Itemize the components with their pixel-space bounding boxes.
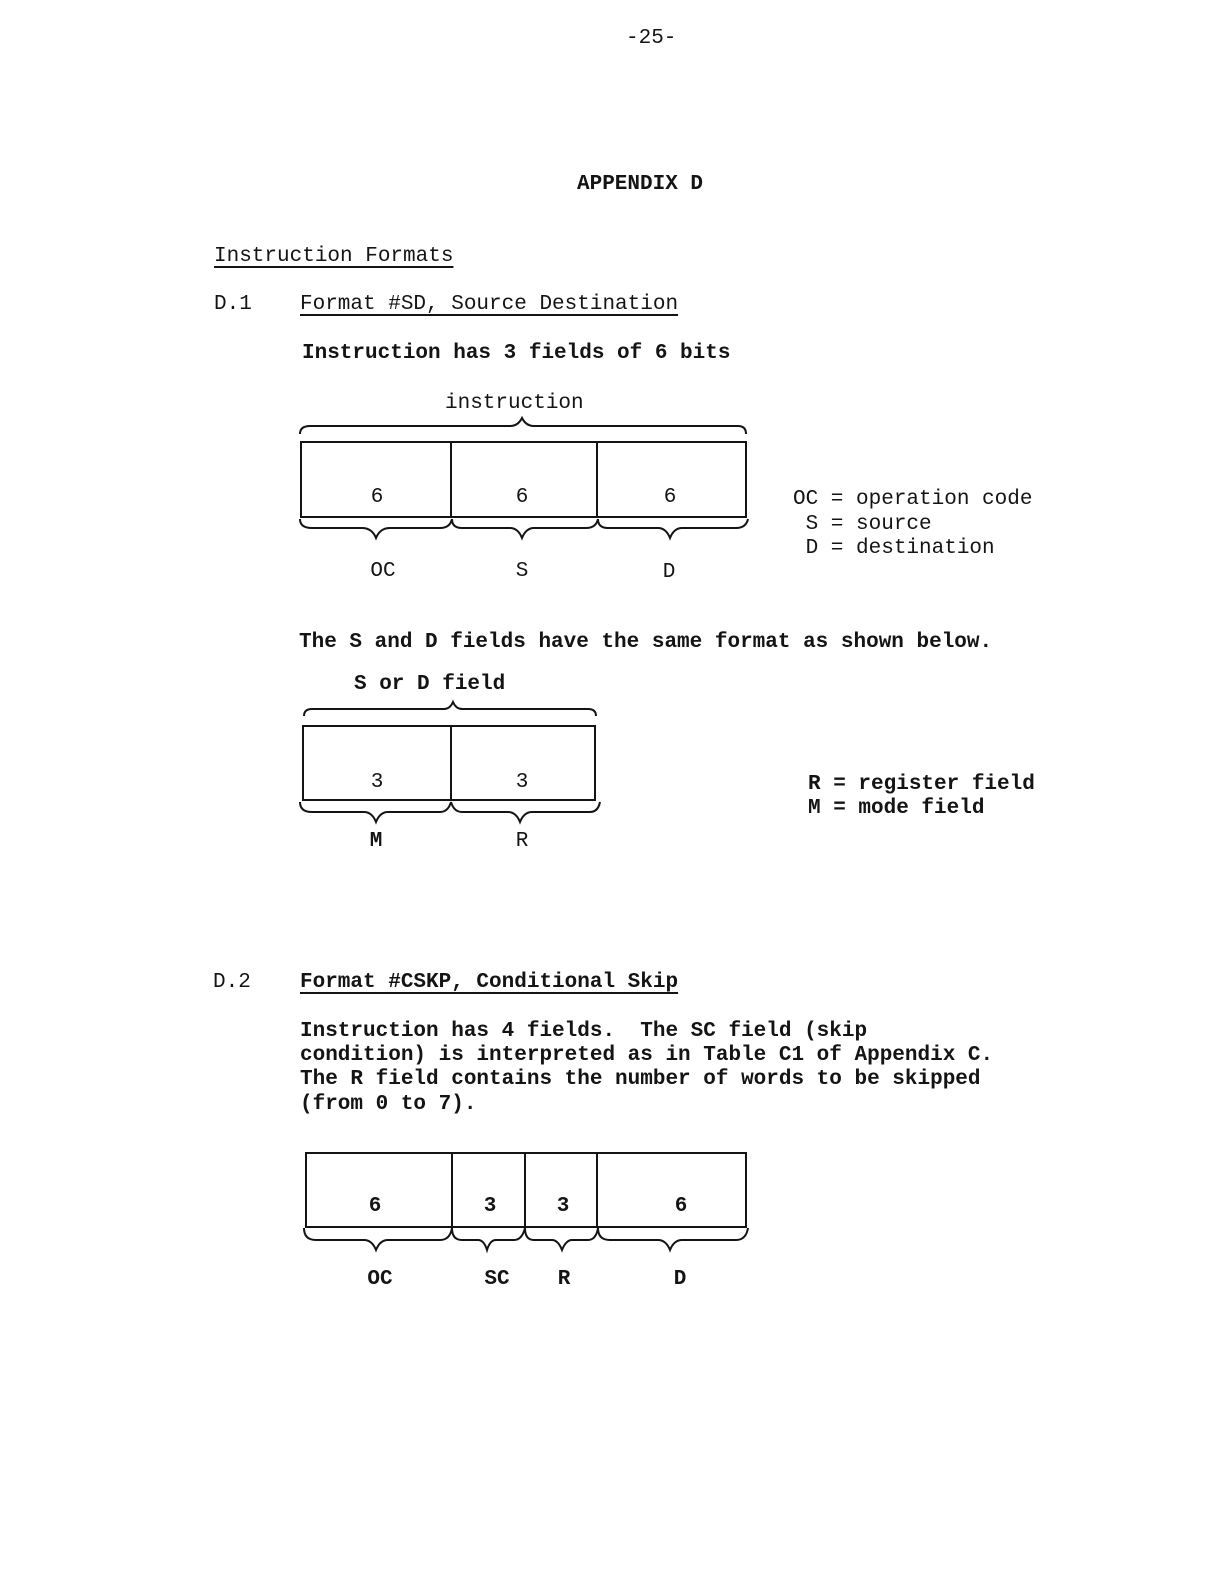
d1-sub-top-brace <box>304 702 596 716</box>
d1-sub-field-r: R <box>515 830 529 853</box>
d2-field-r: R <box>557 1268 571 1291</box>
d2-r-brace <box>525 1228 598 1250</box>
d2-cell-r-bits: 3 <box>556 1195 570 1218</box>
d1-number: D.1 <box>214 293 252 316</box>
d1-field-box <box>302 725 596 801</box>
d2-oc-brace <box>304 1228 452 1250</box>
d1-legend-oc: OC = operation code <box>793 488 1033 511</box>
d1-divider-2 <box>596 441 598 518</box>
appendix-title: APPENDIX D <box>577 173 704 196</box>
d2-field-d: D <box>673 1268 687 1291</box>
d1-note: The S and D fields have the same format as shown below. <box>299 631 993 654</box>
d1-field-oc: OC <box>370 560 396 583</box>
d2-heading: Format #CSKP, Conditional Skip <box>300 971 679 994</box>
d1-description: Instruction has 3 fields of 6 bits <box>302 342 731 365</box>
page-number: -25- <box>626 27 677 50</box>
d2-sc-brace <box>452 1228 525 1250</box>
d1-sub-r-brace <box>451 802 600 822</box>
d2-cell-d-bits: 6 <box>674 1195 688 1218</box>
d1-sub-field-m: M <box>369 830 383 853</box>
d1-legend-s: S = source <box>793 513 932 536</box>
d1-divider-1 <box>450 441 452 518</box>
d1-sub-cell-m-bits: 3 <box>370 771 384 794</box>
d1-sub-cell-r-bits: 3 <box>515 771 529 794</box>
d1-legend-d: D = destination <box>793 537 995 560</box>
d1-cell-d-bits: 6 <box>663 486 677 509</box>
section-heading: Instruction Formats <box>214 245 454 268</box>
d1-d-brace <box>598 519 748 538</box>
d1-cell-oc-bits: 6 <box>370 486 384 509</box>
d2-field-oc: OC <box>367 1268 393 1291</box>
d2-divider-1 <box>451 1152 453 1228</box>
d1-field-divider <box>450 725 452 801</box>
d1-sub-m-brace <box>300 802 451 822</box>
d2-divider-3 <box>596 1152 598 1228</box>
d1-sub-label: S or D field <box>354 673 506 696</box>
d2-desc-line-3: The R field contains the number of words to be skipped <box>300 1068 981 1091</box>
d2-number: D.2 <box>213 971 251 994</box>
d1-field-d: D <box>662 561 676 584</box>
d1-oc-brace <box>300 519 452 538</box>
d1-sub-legend-m: M = mode field <box>808 797 985 820</box>
d2-cell-oc-bits: 6 <box>368 1195 382 1218</box>
d2-cell-sc-bits: 3 <box>483 1195 497 1218</box>
d1-top-brace <box>300 418 746 434</box>
d1-heading: Format #SD, Source Destination <box>300 293 679 316</box>
d2-field-sc: SC <box>484 1268 510 1291</box>
d2-desc-line-1: Instruction has 4 fields. The SC field (skip <box>300 1020 868 1043</box>
d1-cell-s-bits: 6 <box>515 486 529 509</box>
d2-divider-2 <box>524 1152 526 1228</box>
d2-desc-line-2: condition) is interpreted as in Table C1 of Appendix C. <box>300 1044 994 1067</box>
d1-s-brace <box>452 519 598 538</box>
d1-sub-legend-r: R = register field <box>808 773 1035 796</box>
d1-field-s: S <box>515 560 529 583</box>
d1-brace-label: instruction <box>445 392 584 415</box>
d2-desc-line-4: (from 0 to 7). <box>300 1093 477 1116</box>
d2-d-brace <box>598 1228 748 1250</box>
